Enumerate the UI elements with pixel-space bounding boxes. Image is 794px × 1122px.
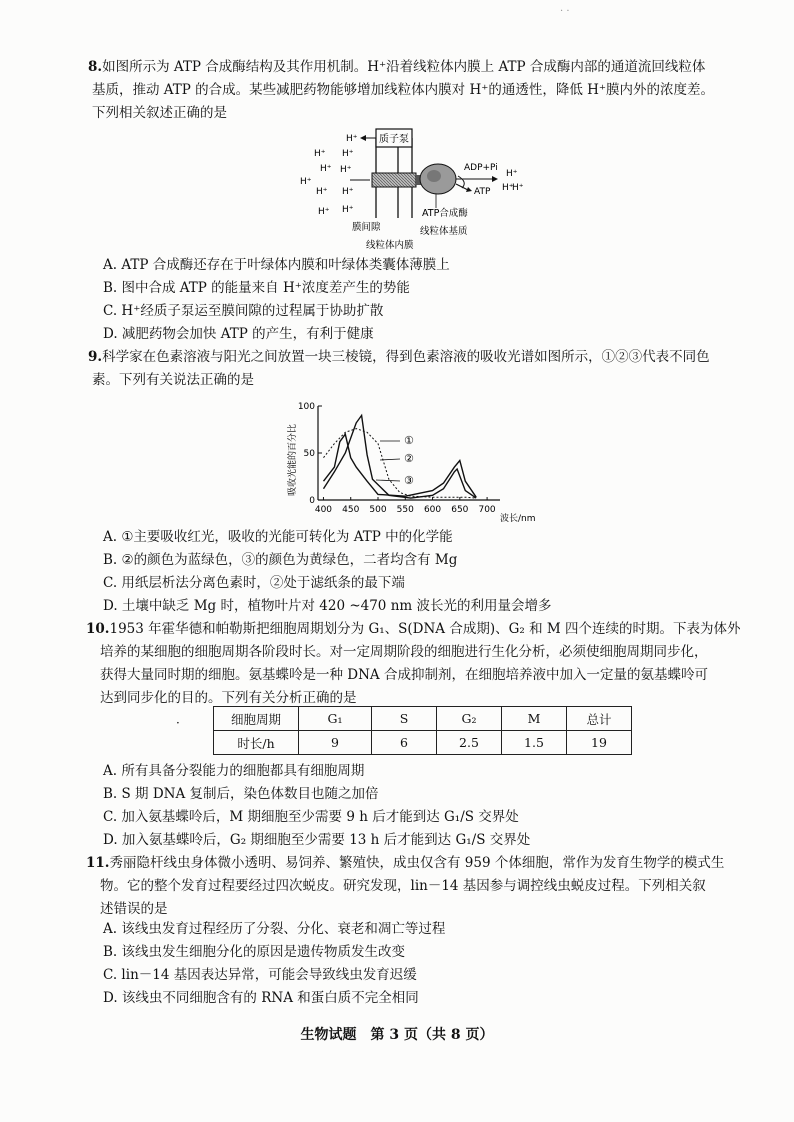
question-stem-line: 述错误的是 — [100, 901, 168, 917]
question-10 — [86, 618, 746, 710]
q9-option-b: B. ②的颜色为蓝绿色，③的颜色为黄绿色，二者均含有 Mg — [103, 552, 458, 568]
table-cell: 19 — [567, 731, 632, 755]
q9-option-d: D. 土壤中缺乏 Mg 时，植物叶片对 420 ~470 nm 波长光的利用量会增多 — [103, 598, 552, 614]
cell-cycle-table — [213, 706, 632, 755]
series-label: ② — [404, 452, 414, 465]
q9-option-a: A. ①主要吸收红光，吸收的光能可转化为 ATP 中的化学能 — [103, 529, 453, 545]
intermembrane-space-label: 膜间隙 — [352, 222, 381, 233]
table-header-cell: G₂ — [437, 707, 502, 731]
h-plus-label: H⁺ — [342, 187, 354, 197]
matrix-label: 线粒体基质 — [420, 226, 468, 237]
table-header-cell: 总计 — [567, 707, 632, 731]
x-tick-label: 550 — [396, 505, 414, 515]
question-number: 8. — [88, 59, 103, 75]
h-plus-label: H⁺ — [318, 207, 330, 217]
table-header-cell: S — [372, 707, 437, 731]
q11-option-a: A. 该线虫发育过程经历了分裂、分化、衰老和凋亡等过程 — [103, 921, 446, 937]
y-tick-label: 100 — [297, 402, 315, 412]
q8-option-b: B. 图中合成 ATP 的能量来自 H⁺浓度差产生的势能 — [103, 280, 410, 296]
table-cell: 1.5 — [502, 731, 567, 755]
h-plus-label: H⁺ — [314, 149, 326, 159]
question-stem-line: 下列相关叙述正确的是 — [92, 105, 227, 121]
h-plus-label: H⁺ — [300, 177, 312, 187]
question-stem-line: 素。下列有关说法正确的是 — [92, 372, 254, 388]
question-stem-line: 达到同步化的目的。下列有关分析正确的是 — [100, 690, 357, 706]
question-stem-line: 物。它的整个发育过程要经过四次蜕皮。研究发现，lin－14 基因参与调控线虫蜕皮过程。下列相关叙 — [100, 878, 706, 894]
atp-synthase-diagram — [296, 126, 532, 252]
q10-option-c: C. 加入氨基蝶呤后，M 期细胞至少需要 9 h 后才能到达 G₁/S 交界处 — [103, 809, 519, 825]
absorption-spectrum-chart — [284, 396, 556, 524]
y-tick-label: 50 — [303, 449, 315, 459]
x-tick-label: 500 — [369, 505, 387, 515]
table-cell: 6 — [372, 731, 437, 755]
x-axis-label: 波长/nm — [500, 514, 536, 524]
table-header-cell: 细胞周期 — [214, 707, 299, 731]
atp-label: ATP — [474, 187, 491, 197]
q9-option-c: C. 用纸层析法分离色素时，②处于滤纸条的最下端 — [103, 575, 405, 591]
x-tick-label: 600 — [423, 505, 442, 515]
q10-option-d: D. 加入氨基蝶呤后，G₂ 期细胞至少需要 13 h 后才能到达 G₁/S 交界处 — [103, 832, 531, 848]
question-stem-line: 秀丽隐杆线虫身体微小透明、易饲养、繁殖快，成虫仅含有 959 个体细胞，常作为发育生物学的模式生 — [109, 855, 725, 871]
question-number: 9. — [88, 349, 103, 365]
h-plus-label: H⁺ — [502, 183, 514, 193]
h-plus-label: H⁺ — [340, 165, 352, 175]
proton-pump-label: 质子泵 — [379, 134, 409, 145]
table-row — [214, 731, 632, 755]
table-cell: 时长/h — [214, 731, 299, 755]
y-axis-label: 吸收光能的百分比 — [288, 423, 298, 496]
q11-option-c: C. lin－14 基因表达异常，可能会导致线虫发育迟缓 — [103, 967, 417, 983]
q11-option-b: B. 该线虫发生细胞分化的原因是遗传物质发生改变 — [103, 944, 406, 960]
table-cell: 2.5 — [437, 731, 502, 755]
table-header-cell: G₁ — [299, 707, 372, 731]
question-stem-line: 如图所示为 ATP 合成酶结构及其作用机制。H⁺沿着线粒体内膜上 ATP 合成酶内部的通道流回线粒体 — [102, 59, 706, 75]
q8-option-a: A. ATP 合成酶还存在于叶绿体内膜和叶绿体类囊体薄膜上 — [103, 257, 450, 273]
stray-dot: · — [176, 716, 180, 730]
h-plus-label: H⁺ — [346, 134, 358, 144]
x-tick-label: 400 — [314, 505, 333, 515]
q10-option-a: A. 所有具备分裂能力的细胞都具有细胞周期 — [103, 763, 365, 779]
question-number: 11. — [86, 855, 110, 871]
h-plus-label: H⁺ — [506, 169, 518, 179]
atp-synthase-label: ATP合成酶 — [422, 208, 468, 219]
q10-option-b: B. S 期 DNA 复制后，染色体数目也随之加倍 — [103, 786, 379, 802]
h-plus-label: H⁺ — [320, 164, 332, 174]
series-leader-line — [376, 480, 400, 481]
chart-series — [324, 415, 477, 498]
question-stem-line: 获得大量同时期的细胞。氨基蝶呤是一种 DNA 合成抑制剂，在细胞培养液中加入一定量的氨基蝶呤可 — [100, 667, 708, 683]
x-tick-label: 650 — [451, 505, 469, 515]
q8-option-d: D. 减肥药物会加快 ATP 的产生，有利于健康 — [103, 326, 374, 342]
question-stem-line: 科学家在色素溶液与阳光之间放置一块三棱镜，得到色素溶液的吸收光谱如图所示，①②③代表不同色 — [102, 349, 710, 365]
h-plus-label: H⁺ — [512, 183, 524, 193]
question-stem-line: 培养的某细胞的细胞周期各阶段时长。对一定周期阶段的细胞进行生化分析，必须使细胞周期同步化， — [100, 644, 708, 660]
question-stem-line: 基质，推动 ATP 的合成。某些减肥药物能够增加线粒体内膜对 H⁺的通透性，降低 H⁺膜内外的浓度差。 — [92, 82, 715, 98]
h-plus-label: H⁺ — [342, 205, 354, 215]
adp-pi-label: ADP+Pi — [464, 163, 498, 173]
x-tick-label: 700 — [478, 505, 496, 515]
inner-membrane-label: 线粒体内膜 — [366, 240, 414, 251]
series-line-2 — [324, 434, 477, 497]
series-label: ① — [404, 434, 414, 447]
x-tick-label: 450 — [342, 505, 360, 515]
series-line-3 — [324, 415, 477, 498]
corner-mark: · · — [560, 6, 570, 17]
table-header-cell: M — [502, 707, 567, 731]
h-plus-label: H⁺ — [316, 187, 328, 197]
question-8 — [88, 56, 752, 125]
q11-option-d: D. 该线虫不同细胞含有的 RNA 和蛋白质不完全相同 — [103, 990, 419, 1006]
y-tick-label: 0 — [309, 496, 315, 506]
table-cell: 9 — [299, 731, 372, 755]
question-number: 10. — [86, 621, 110, 637]
h-plus-label: H⁺ — [342, 149, 354, 159]
question-stem-line: 1953 年霍华德和帕勒斯把细胞周期划分为 G₁、S(DNA 合成期)、G₂ 和 M 四个连续的时期。下表为体外 — [109, 621, 741, 637]
table-header-row — [214, 707, 632, 731]
question-11 — [86, 852, 746, 921]
q8-option-c: C. H⁺经质子泵运至膜间隙的过程属于协助扩散 — [103, 303, 384, 319]
page-footer: 生物试题 第 3 页（共 8 页） — [300, 1027, 494, 1043]
question-9 — [88, 346, 752, 392]
series-label: ③ — [404, 474, 414, 487]
